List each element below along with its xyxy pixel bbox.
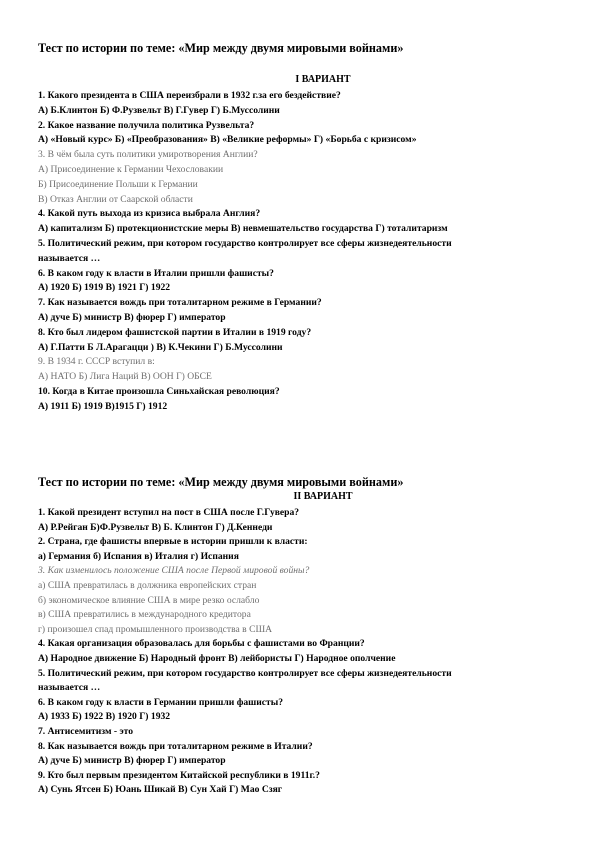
answer-option-3a: А) Присоединение к Германии Чехословакии <box>38 163 224 175</box>
question-8: 8. Как называется вождь при тоталитарном режиме в Италии? <box>38 740 313 752</box>
answer-options-2: а) Германия б) Испания в) Италия г) Испания <box>38 550 239 562</box>
question-2: 2. Какое название получила политика Рузвельта? <box>38 119 255 131</box>
question-3: 3. В чём была суть политики умиротворения Англии? <box>38 149 258 161</box>
answer-option-3d: г) произошел спад промышленного производства в США <box>38 623 273 635</box>
question-5: 5. Политический режим, при котором государство контролирует все сферы жизнедеятельности <box>38 667 452 679</box>
answer-options-7: А) дуче Б) министр В) фюрер Г) император <box>38 311 226 323</box>
test-variant-1 <box>38 40 568 415</box>
test-title: Тест по истории по теме: «Мир между двумя мировыми войнами» <box>38 475 404 489</box>
answer-options-6: А) 1933 Б) 1922 В) 1920 Г) 1932 <box>38 711 171 723</box>
question-10: 10. Когда в Китае произошла Синьхайская революция? <box>38 385 280 397</box>
test-variant-2 <box>38 474 568 798</box>
question-5: 5. Политический режим, при котором государство контролирует все сферы жизнедеятельности <box>38 237 452 249</box>
question-7: 7. Антисемитизм - это <box>38 725 134 737</box>
answer-options-8: А) Г.Патти Б Л.Арагацци ) В) К.Чекини Г) Б.Муссолини <box>38 341 283 353</box>
answer-options-1: А) Б.Клинтон Б) Ф.Рузвельт В) Г.Гувер Г) Б.Муссолини <box>38 104 280 116</box>
question-7: 7. Как называется вождь при тоталитарном режиме в Германии? <box>38 297 322 309</box>
answer-options-4: А) капитализм Б) протекционистские меры В) невмешательство государства Г) тоталитаризм <box>38 223 448 235</box>
variant-label: I ВАРИАНТ <box>295 74 351 85</box>
answer-options-10: А) 1911 Б) 1919 В)1915 Г) 1912 <box>38 400 168 412</box>
answer-options-9: А) НАТО Б) Лига Наций В) ООН Г) ОБСЕ <box>38 371 212 383</box>
answer-option-3b: Б) Присоединение Польши к Германии <box>38 178 198 190</box>
question-6: 6. В каком году к власти в Италии пришли фашисты? <box>38 267 274 279</box>
question-3: 3. Как изменилось положение США после Первой мировой войны? <box>38 565 310 577</box>
question-2: 2. Страна, где фашисты впервые в истории пришли к власти: <box>38 536 308 548</box>
answer-options-9: А) Сунь Ятсен Б) Юань Шикай В) Сун Хай Г) Мао Сзяг <box>38 784 283 796</box>
question-9: 9. В 1934 г. СССР вступил в: <box>38 356 155 368</box>
answer-options-4: А) Народное движение Б) Народный фронт В) лейбористы Г) Народное ополчение <box>38 652 396 664</box>
question-8: 8. Кто был лидером фашистской партии в Италии в 1919 году? <box>38 326 312 338</box>
question-5-continuation: называется … <box>38 252 101 264</box>
answer-option-3c: В) Отказ Англии от Саарской области <box>38 193 193 205</box>
answer-options-6: А) 1920 Б) 1919 В) 1921 Г) 1922 <box>38 282 171 294</box>
answer-options-8: А) дуче Б) министр В) фюрер Г) император <box>38 755 226 767</box>
question-1: 1. Какой президент вступил на пост в США после Г.Гувера? <box>38 507 300 518</box>
question-4: 4. Какая организация образовалась для борьбы с фашистами во Франции? <box>38 638 365 650</box>
question-6: 6. В каком году к власти в Германии пришли фашисты? <box>38 696 284 708</box>
question-9: 9. Кто был первым президентом Китайской республики в 1911г.? <box>38 769 320 781</box>
answer-option-3a: а) США превратилась в должника европейских стран <box>38 579 257 591</box>
question-1: 1. Какого президента в США переизбрали в 1932 г.за его бездействие? <box>38 90 341 101</box>
answer-options-2: А) «Новый курс» Б) «Преобразования» В) «Великие реформы» Г) «Борьба с кризисом» <box>38 134 417 146</box>
question-5-continuation: называется … <box>38 682 101 694</box>
answer-options-1: А) Р.Рейган Б)Ф.Рузвельт В) Б. Клинтон Г) Д.Кеннеди <box>38 521 273 533</box>
question-4: 4. Какой путь выхода из кризиса выбрала Англия? <box>38 208 261 220</box>
answer-option-3b: б) экономическое влияние США в мире резко ослабло <box>38 594 260 606</box>
test-title: Тест по истории по теме: «Мир между двумя мировыми войнами» <box>38 41 404 55</box>
answer-option-3c: в) США превратились в международного кредитора <box>38 609 251 621</box>
variant-label: II ВАРИАНТ <box>293 491 353 502</box>
